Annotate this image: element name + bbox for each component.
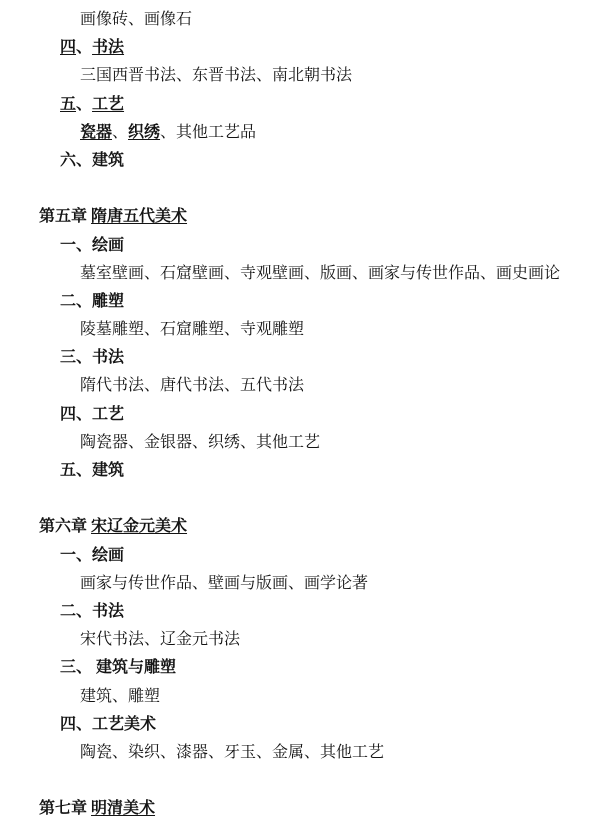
content-line [0,739,600,767]
section-heading-text: 六、建筑 [60,151,125,169]
section-title: 工艺 [92,95,125,113]
content-text: 陶瓷器、金银器、织绣、其他工艺 [80,433,321,451]
section-heading-text: 四、工艺 [60,405,125,423]
content-text: 墓室壁画、石窟壁画、寺观壁画、版画、画家与传世作品、画史画论 [80,264,561,282]
chapter-heading [0,795,600,823]
content-line [0,429,600,457]
chapter-number: 第六章 [39,518,92,536]
content-text: 陵墓雕塑、石窟雕塑、寺观雕塑 [80,321,305,339]
section-heading [0,288,600,316]
section-heading [0,457,600,485]
content-text: 隋代书法、唐代书法、五代书法 [80,377,305,395]
content-line [0,683,600,711]
section-separator: 、 [76,39,93,57]
section-heading [0,711,600,739]
emphasized-term: 瓷器 [80,123,113,141]
section-heading [0,232,600,260]
content-line [0,570,600,598]
chapter-title: 宋辽金元美术 [91,518,188,536]
section-heading [0,401,600,429]
content-text: 画像砖、画像石 [80,11,193,28]
chapter-title: 隋唐五代美术 [91,208,188,226]
content-text: 画家与传世作品、壁画与版画、画学论著 [80,574,369,592]
section-heading-text: 一、绘画 [60,236,125,254]
section-heading [0,542,600,570]
section-heading-text: 三、 建筑与雕塑 [60,659,177,677]
content-line [0,316,600,344]
content-line [0,119,600,147]
content-text: 、 [112,123,129,141]
chapter-title: 明清美术 [91,800,156,818]
section-heading-text: 四、工艺美术 [60,715,157,733]
emphasized-term: 织绣 [128,123,161,141]
section-number: 五 [60,95,77,113]
section-heading-text: 一、绘画 [60,546,125,564]
section-heading [0,91,600,119]
content-line [0,6,600,34]
content-text: 陶瓷、染织、漆器、牙玉、金属、其他工艺 [80,743,385,761]
section-title: 书法 [92,39,125,57]
content-line [0,62,600,90]
content-line [0,626,600,654]
content-text: 三国西晋书法、东晋书法、南北朝书法 [80,67,353,85]
content-text: 、其他工艺品 [160,123,257,141]
section-heading-text: 五、建筑 [60,462,125,479]
section-heading-text: 三、书法 [60,349,125,367]
chapter-number: 第七章 [39,800,92,818]
chapter-number: 第五章 [39,208,92,226]
content-line [0,260,600,288]
content-text: 建筑、雕塑 [80,687,161,705]
section-heading-text: 二、书法 [60,602,125,620]
section-heading [0,147,600,175]
content-text: 宋代书法、辽金元书法 [80,631,241,649]
section-heading [0,598,600,626]
section-heading [0,654,600,682]
chapter-heading [0,203,600,231]
section-heading [0,34,600,62]
content-line [0,372,600,400]
section-heading [0,344,600,372]
section-separator: 、 [76,95,93,113]
chapter-heading [0,513,600,541]
section-number: 四 [60,39,77,57]
section-heading-text: 二、雕塑 [60,292,125,310]
